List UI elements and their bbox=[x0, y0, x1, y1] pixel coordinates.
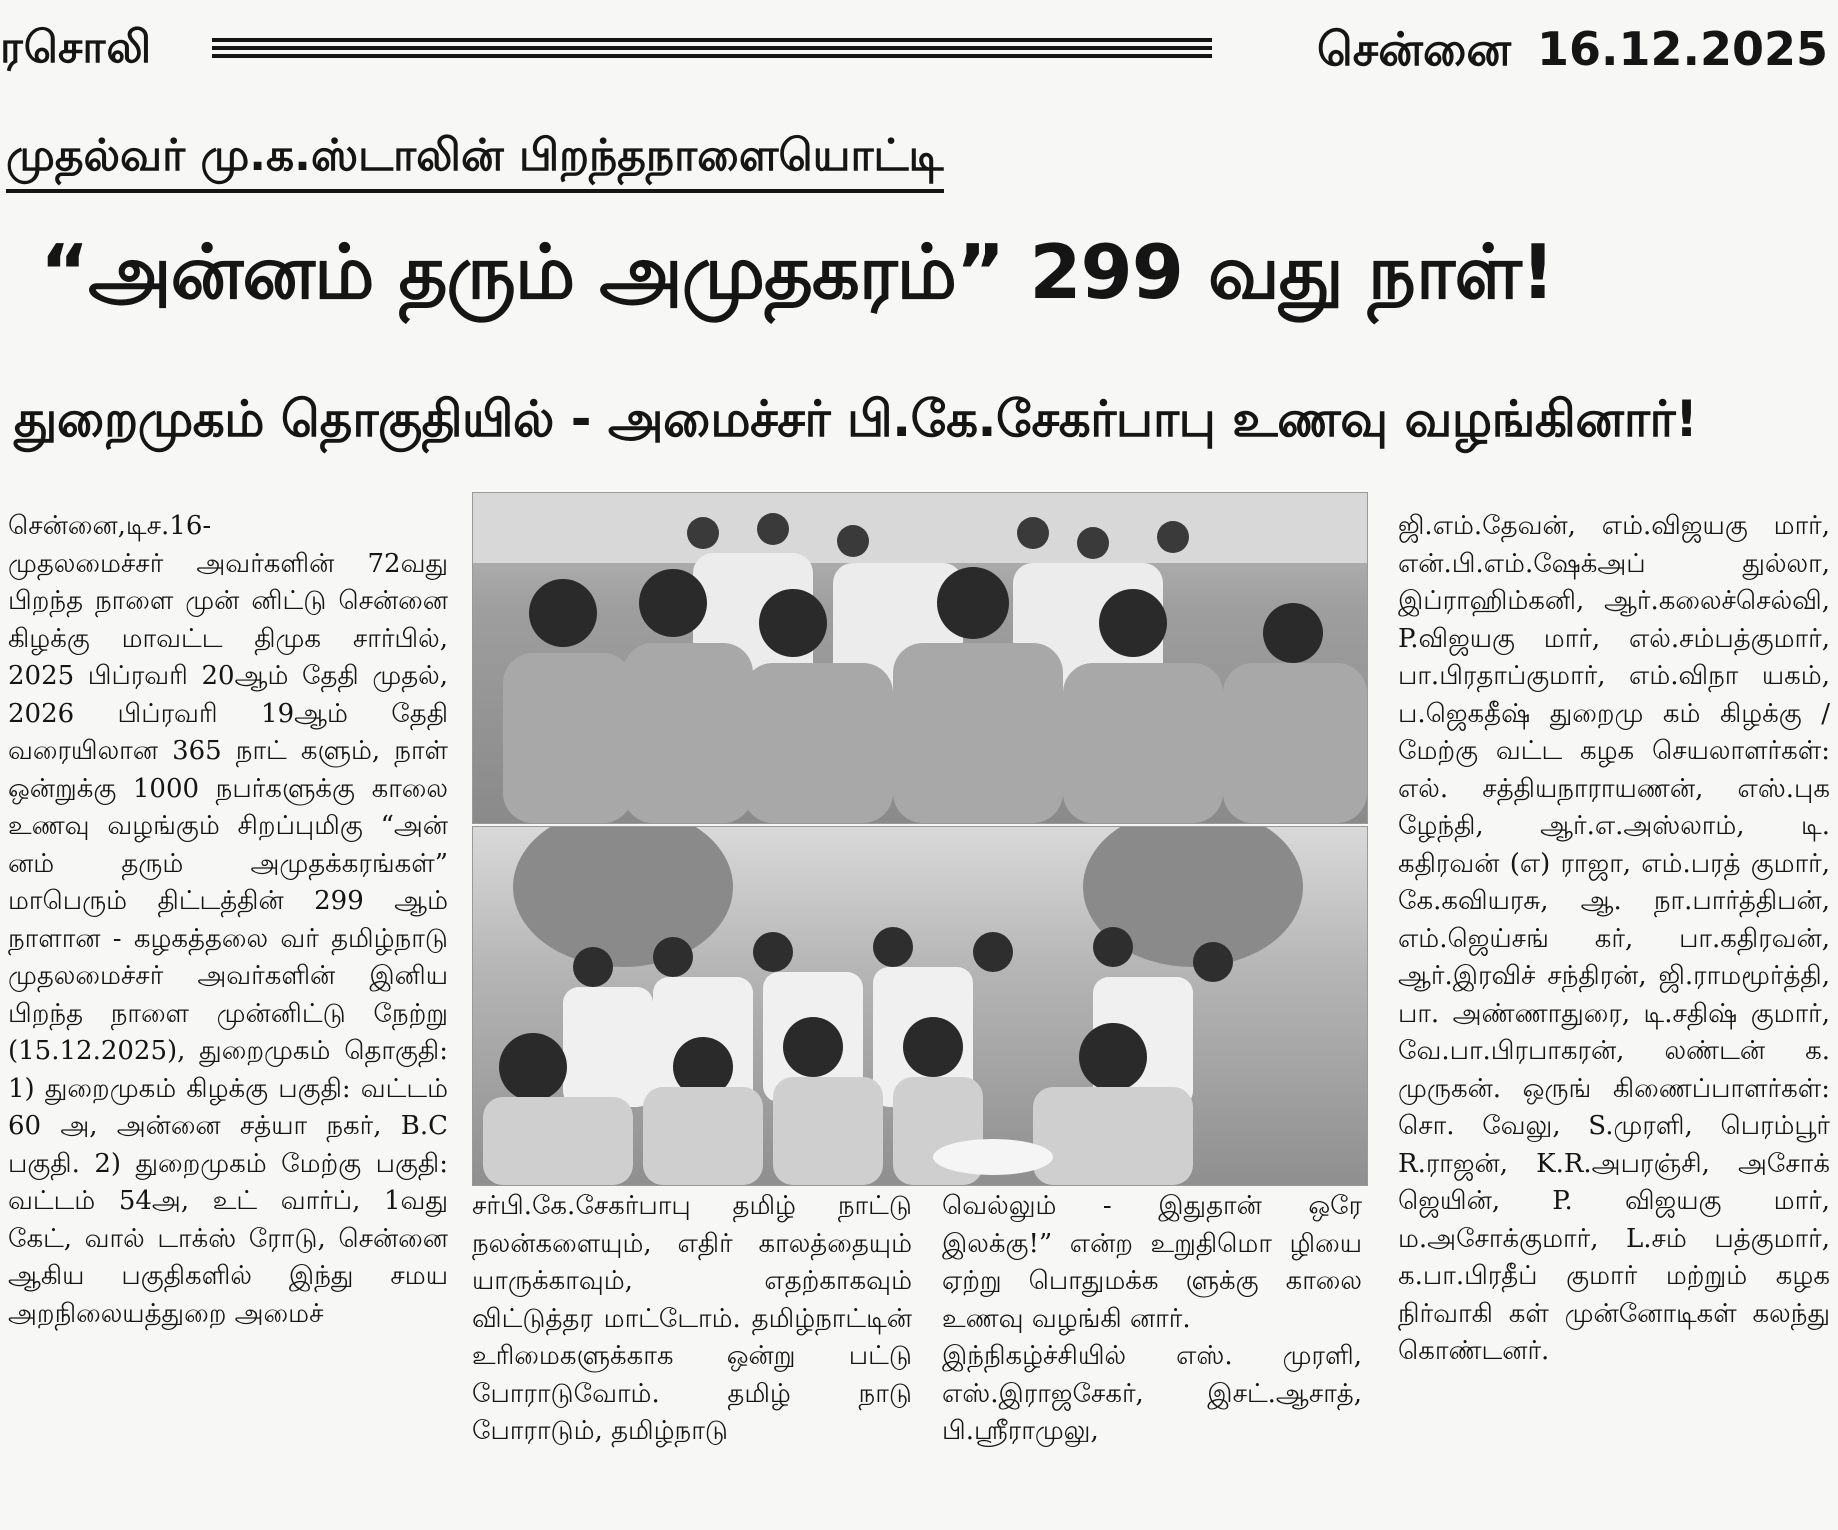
photo-icon bbox=[473, 827, 1367, 1185]
article-headline: “அன்னம் தரும் அமுதகரம்” 299 வது நாள்! bbox=[40, 228, 1555, 316]
masthead-date: 16.12.2025 bbox=[1536, 22, 1828, 76]
event-photo-bottom bbox=[472, 826, 1368, 1186]
article-column-1: சென்னை,டிச.16- முதலமைச்சர் அவர்களின் 72வது பிறந்த நாளை முன் னிட்டு சென்னை கிழக்கு மாவட்ட திமுக சார்பில், 2025 பிப்ரவரி 20ஆம் தேதி முதல், 2026 பிப்ரவரி 19ஆம் தேதி வரையிலான 365 நாட் களும், நாள் ஒன்றுக்கு 1000 நபர்களுக்கு காலை உணவு வழங்கும் சிறப்புமிகு “அன் னம் தரும் அமுதக்கரங்கள்” மாபெரும் திட்டத்தின் 299 ஆம் நாளான - கழகத்தலை வர் தமிழ்நாடு முதலமைச்சர் அவர்களின் இனிய பிறந்த நாளை முன்னிட்டு நேற்று (15.12.2025), துறைமுகம் தொகுதி: 1) துறைமுகம் கிழக்கு பகுதி: வட்டம் 60 அ, அன்னை சத்யா நகர், B.C பகுதி. 2) துறைமுகம் மேற்கு பகுதி: வட்டம் 54அ, உட் வார்ப், 1வது கேட், வால் டாக்ஸ் ரோடு, சென்னை ஆகிய பகுதிகளில் இந்து சமய அறநிலையத்துறை அமைச் bbox=[8, 511, 448, 1329]
article-subheadline: துறைமுகம் தொகுதியில் - அமைச்சர் பி.கே.சேகர்பாபு உணவு வழங்கினார்! bbox=[14, 390, 1698, 448]
event-photo-top bbox=[472, 492, 1368, 824]
article-column-3: வெல்லும் - இதுதான் ஒரே இலக்கு!” என்ற உறுதிமொ ழியை ஏற்று பொதுமக்க ளுக்கு காலை உணவு வழங்கி னார். இந்நிகழ்ச்சியில் எஸ். முரளி, எஸ்.இராஜசேகர், இசட்.ஆசாத், பி.ஸ்ரீராமுலு, bbox=[942, 1191, 1362, 1446]
masthead-dateline bbox=[1291, 22, 1828, 83]
photo-icon bbox=[473, 493, 1367, 823]
masthead-city: சென்னை bbox=[1316, 22, 1511, 76]
paper-name: ரசொலி bbox=[0, 22, 153, 73]
article-column-2: சர்பி.கே.சேகர்பாபு தமிழ் நாட்டு நலன்களையும், எதிர் காலத்தையும் யாருக்காவும், எதற்காகவும் விட்டுத்தர மாட்டோம். தமிழ்நாட்டின் உரிமைகளுக்காக ஒன்று பட்டு போராடுவோம். தமிழ் நாடு போராடும், தமிழ்நாடு bbox=[472, 1191, 912, 1446]
masthead-rule bbox=[212, 38, 1212, 60]
masthead bbox=[0, 8, 1838, 88]
article-kicker: முதல்வர் மு.க.ஸ்டாலின் பிறந்தநாளையொட்டி bbox=[6, 130, 944, 193]
article-column-4: ஜி.எம்.தேவன், எம்.விஜயகு மார், என்.பி.எம்.ஷேக்அப் துல்லா, இப்ராஹிம்கனி, ஆர்.கலைச்செல்வி, P.விஜயகு மார், எல்.சம்பத்குமார், பா.பிரதாப்குமார், எம்.விநா யகம், ப.ஜெகதீஷ் துறைமு கம் கிழக்கு / மேற்கு வட்ட கழக செயலாளர்கள்: எல். சத்தியநாராயணன், எஸ்.புக ழேந்தி, ஆர்.எ.அஸ்லாம், டி. கதிரவன் (எ) ராஜா, எம்.பரத் குமார், கே.கவியரசு, ஆ. நா.பார்த்திபன், எம்.ஜெய்சங் கர், பா.கதிரவன், ஆர்.இரவிச் சந்திரன், ஜி.ராமமூர்த்தி, பா. அண்ணாதுரை, டி.சதிஷ் குமார், வே.பா.பிரபாகரன், லண்டன் க. முருகன். ஒருங் கிணைப்பாளர்கள்: சொ. வேலு, S.முரளி, பெரம்பூர் R.ராஜன், K.R.அபரஞ்சி, அசோக் ஜெயின், P. விஜயகு மார், ம.அசோக்குமார், L.சம் பத்குமார், க.பா.பிரதீப் குமார் மற்றும் கழக நிர்வாகி கள் முன்னோடிகள் கலந்து கொண்டனர். bbox=[1398, 511, 1830, 1366]
